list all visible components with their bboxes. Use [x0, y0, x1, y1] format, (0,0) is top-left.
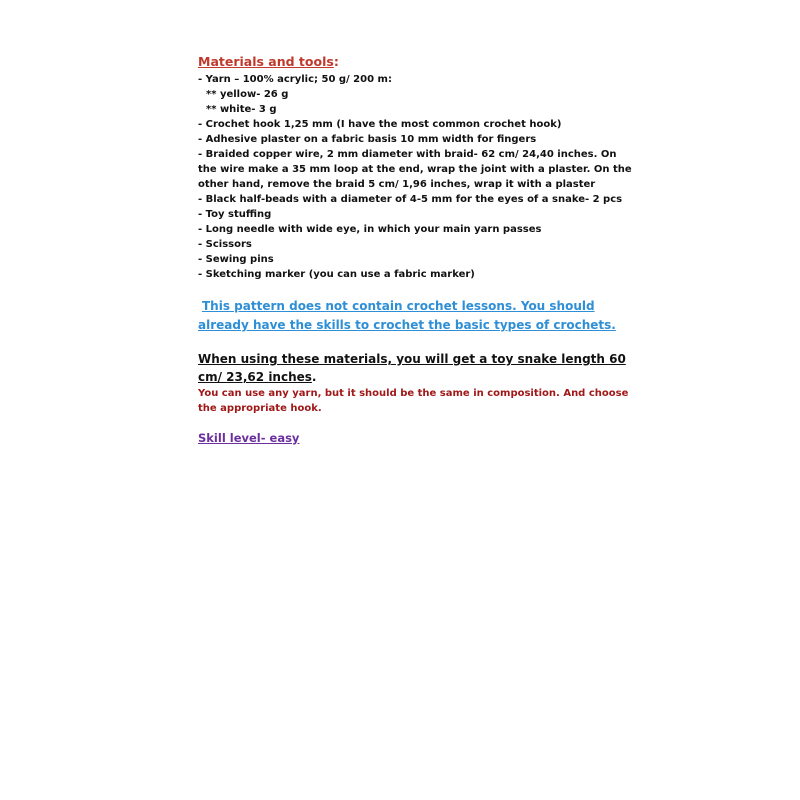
materials-item-hook: - Crochet hook 1,25 mm (I have the most common crochet hook) [198, 119, 562, 130]
pattern-page [198, 54, 638, 446]
skill-level: Skill level- easy [198, 431, 300, 445]
materials-heading-title: Materials and tools [198, 54, 334, 69]
result-length-text: When using these materials, you will get a toy snake length 60 cm/ 23,62 inches [198, 352, 626, 384]
result-length [198, 350, 638, 386]
materials-list [198, 72, 638, 282]
materials-item-plaster: - Adhesive plaster on a fabric basis 10 mm width for fingers [198, 134, 537, 145]
materials-item-marker: - Sketching marker (you can use a fabric marker) [198, 269, 475, 280]
materials-item-beads: - Black half-beads with a diameter of 4-5 mm for the eyes of a snake- 2 pcs [198, 194, 623, 205]
materials-heading-colon: : [333, 54, 339, 69]
yarn-remark-text: You can use any yarn, but it should be the same in composition. And choose the appropriate hook [198, 388, 629, 414]
crochet-lessons-note-text: This pattern does not contain crochet lessons. You should already have the skills to crochet the basic types of crochets. [198, 299, 616, 332]
crochet-lessons-note [198, 297, 638, 335]
materials-heading [198, 54, 638, 70]
yarn-remark-period: . [317, 403, 322, 414]
materials-item-pins: - Sewing pins [198, 254, 274, 265]
yarn-remark [198, 386, 638, 416]
materials-item-needle: - Long needle with wide eye, in which your main yarn passes [198, 224, 542, 235]
materials-item-stuffing: - Toy stuffing [198, 209, 272, 220]
materials-item-yellow: ** yellow- 26 g [206, 89, 289, 100]
materials-item-scissors: - Scissors [198, 239, 252, 250]
materials-item-yarn: - Yarn – 100% acrylic; 50 g/ 200 m: [198, 74, 392, 85]
materials-item-wire: - Braided copper wire, 2 mm diameter with braid- 62 cm/ 24,40 inches. On the wire make a 35 mm loop at the end, wrap the joint with a plaster. On the other hand, remove the braid 5 cm/ 1,96 inches, wrap it with a plaster [198, 149, 632, 190]
result-length-period: . [311, 370, 317, 384]
materials-item-white: ** white- 3 g [206, 104, 277, 115]
